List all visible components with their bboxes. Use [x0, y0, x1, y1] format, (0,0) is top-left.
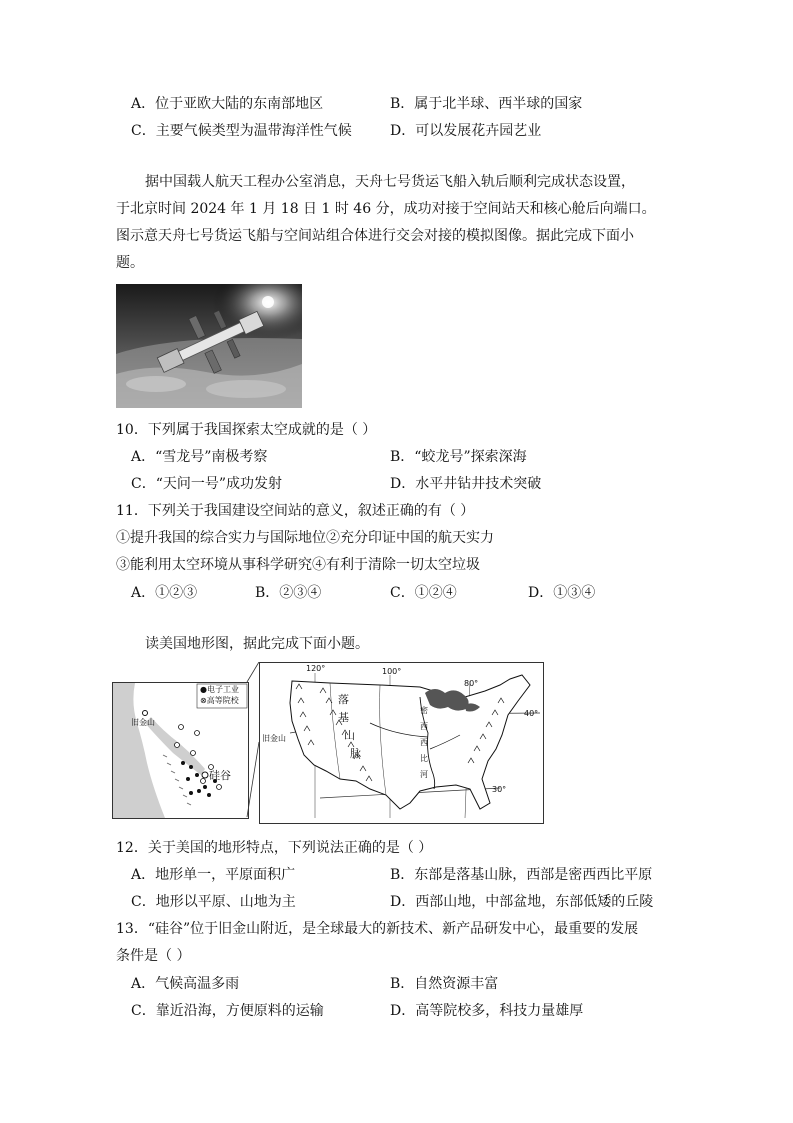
q13-stem-line1: 13．“硅谷”位于旧金山附近，是全球最大的新技术、新产品研发中心，最重要的发展 — [116, 921, 639, 937]
miss-label-5: 河 — [420, 770, 428, 779]
rocky-label-1: 落 — [338, 693, 349, 706]
legend-electronics: ●电子工业 — [200, 685, 239, 694]
rocky-label-3: 山 — [344, 729, 355, 742]
legend-university: ⊗高等院校 — [200, 696, 239, 705]
q13-option-d: D．高等院校多，科技力量雄厚 — [390, 1003, 584, 1019]
space-station-illustration — [116, 284, 302, 408]
q10-stem: 10．下列属于我国探索太空成就的是（ ） — [116, 422, 377, 438]
label-san-francisco-map: 旧金山 — [262, 734, 286, 743]
passage1-line4: 题。 — [116, 255, 144, 271]
us-terrain-map — [259, 662, 544, 824]
lon-80: 80° — [464, 679, 479, 688]
passage2: 读美国地形图，据此完成下面小题。 — [145, 636, 369, 652]
rocky-label-2: 基 — [338, 711, 349, 724]
label-silicon-valley: 硅谷 — [209, 769, 231, 782]
miss-label-1: 密 — [420, 706, 428, 715]
q13-option-c: C．靠近沿海，方便原料的运输 — [131, 1003, 324, 1019]
q11-option-d: D．①③④ — [528, 585, 596, 601]
miss-label-4: 比 — [420, 754, 428, 763]
q11-statements-1: ①提升我国的综合实力与国际地位②充分印证中国的航天实力 — [116, 530, 494, 546]
space-station-photo — [116, 284, 302, 408]
q9-option-b: B．属于北半球、西半球的国家 — [390, 96, 583, 112]
q12-option-c: C．地形以平原、山地为主 — [131, 894, 296, 910]
passage1-line2: 于北京时间 2024 年 1 月 18 日 1 时 46 分，成功对接于空间站天和核心舱后向端口。 — [116, 201, 656, 217]
q13-option-a: A．气候高温多雨 — [131, 976, 240, 992]
q11-option-a: A．①②③ — [131, 585, 198, 601]
q11-stem: 11．下列关于我国建设空间站的意义，叙述正确的有（ ） — [116, 503, 475, 519]
q11-option-b: B．②③④ — [255, 585, 322, 601]
lon-120: 120° — [306, 664, 326, 673]
miss-label-2: 西 — [420, 722, 428, 731]
q9-option-a: A．位于亚欧大陆的东南部地区 — [131, 96, 324, 112]
lat-40: 40° — [524, 709, 539, 718]
q10-option-b: B．“蛟龙号”探索深海 — [390, 449, 527, 465]
q12-option-b: B．东部是落基山脉，西部是密西西比平原 — [390, 867, 653, 883]
q10-option-d: D．水平井钻井技术突破 — [390, 476, 542, 492]
q11-statements-2: ③能利用太空环境从事科学研究④有利于清除一切太空垃圾 — [116, 557, 480, 573]
silicon-valley-inset-map — [112, 682, 249, 819]
q9-option-c: C．主要气候类型为温带海洋性气候 — [131, 123, 352, 139]
q12-stem: 12．关于美国的地形特点，下列说法正确的是（ ） — [116, 840, 433, 856]
rocky-label-4: 脉 — [350, 747, 361, 760]
lon-100: 100° — [382, 667, 402, 676]
q9-option-d: D．可以发展花卉园艺业 — [390, 123, 542, 139]
q12-option-a: A．地形单一，平原面积广 — [131, 867, 296, 883]
q11-option-c: C．①②④ — [390, 585, 457, 601]
q12-option-d: D．西部山地，中部盆地，东部低矮的丘陵 — [390, 894, 654, 910]
q13-option-b: B．自然资源丰富 — [390, 976, 499, 992]
passage1-line3: 图示意天舟七号货运飞船与空间站组合体进行交会对接的模拟图像。据此完成下面小 — [116, 228, 634, 244]
miss-label-3: 西 — [420, 738, 428, 747]
passage1-line1: 据中国载人航天工程办公室消息，天舟七号货运飞船入轨后顺利完成状态设置， — [145, 174, 635, 190]
q13-stem-line2: 条件是（ ） — [116, 948, 191, 964]
label-san-francisco: 旧金山 — [131, 718, 155, 727]
q10-option-a: A．“雪龙号”南极考察 — [131, 449, 268, 465]
q10-option-c: C．“天问一号”成功发射 — [131, 476, 283, 492]
lat-30: 30° — [492, 785, 507, 794]
